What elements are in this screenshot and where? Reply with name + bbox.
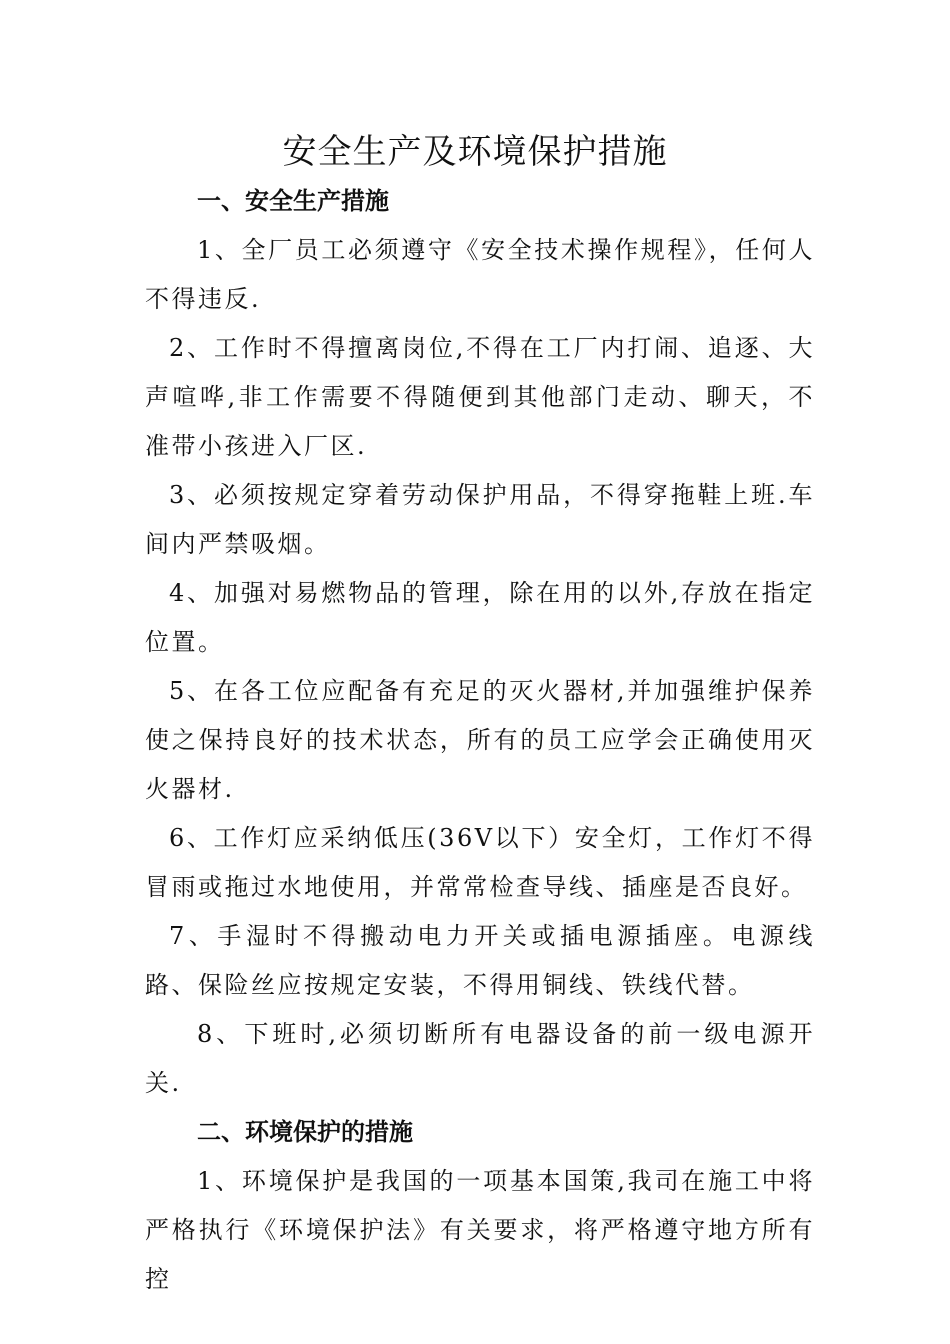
safety-item-1: 1、全厂员工必须遵守《安全技术操作规程》，任何人不得违反. (145, 236, 815, 313)
page-title: 安全生产及环境保护措施 (282, 132, 668, 172)
safety-item-7: 7、手湿时不得搬动电力开关或插电源插座。电源线路、保险丝应按规定安装，不得用铜线、铁线代替。 (145, 922, 815, 999)
safety-item-2: 2、工作时不得擅离岗位,不得在工厂内打闹、追逐、大声喧哗,非工作需要不得随便到其他部门走动、聊天，不准带小孩进入厂区. (145, 334, 815, 460)
document-body (145, 177, 815, 1304)
safety-item-3: 3、必须按规定穿着劳动保护用品，不得穿拖鞋上班.车间内严禁吸烟。 (145, 481, 815, 558)
safety-item-6: 6、工作灯应采纳低压(36V以下）安全灯，工作灯不得冒雨或拖过水地使用，并常常检查导线、插座是否良好。 (145, 824, 815, 901)
section-heading-environment: 二、环境保护的措施 (197, 1118, 413, 1146)
environment-item-1: 1、环境保护是我国的一项基本国策,我司在施工中将严格执行《环境保护法》有关要求，将严格遵守地方所有控 (145, 1167, 815, 1293)
section-heading-safety: 一、安全生产措施 (197, 187, 389, 215)
safety-item-5: 5、在各工位应配备有充足的灭火器材,并加强维护保养使之保持良好的技术状态，所有的员工应学会正确使用灭火器材. (145, 677, 815, 803)
safety-item-4: 4、加强对易燃物品的管理，除在用的以外,存放在指定位置。 (145, 579, 815, 656)
safety-item-8: 8、下班时,必须切断所有电器设备的前一级电源开关. (145, 1020, 815, 1097)
